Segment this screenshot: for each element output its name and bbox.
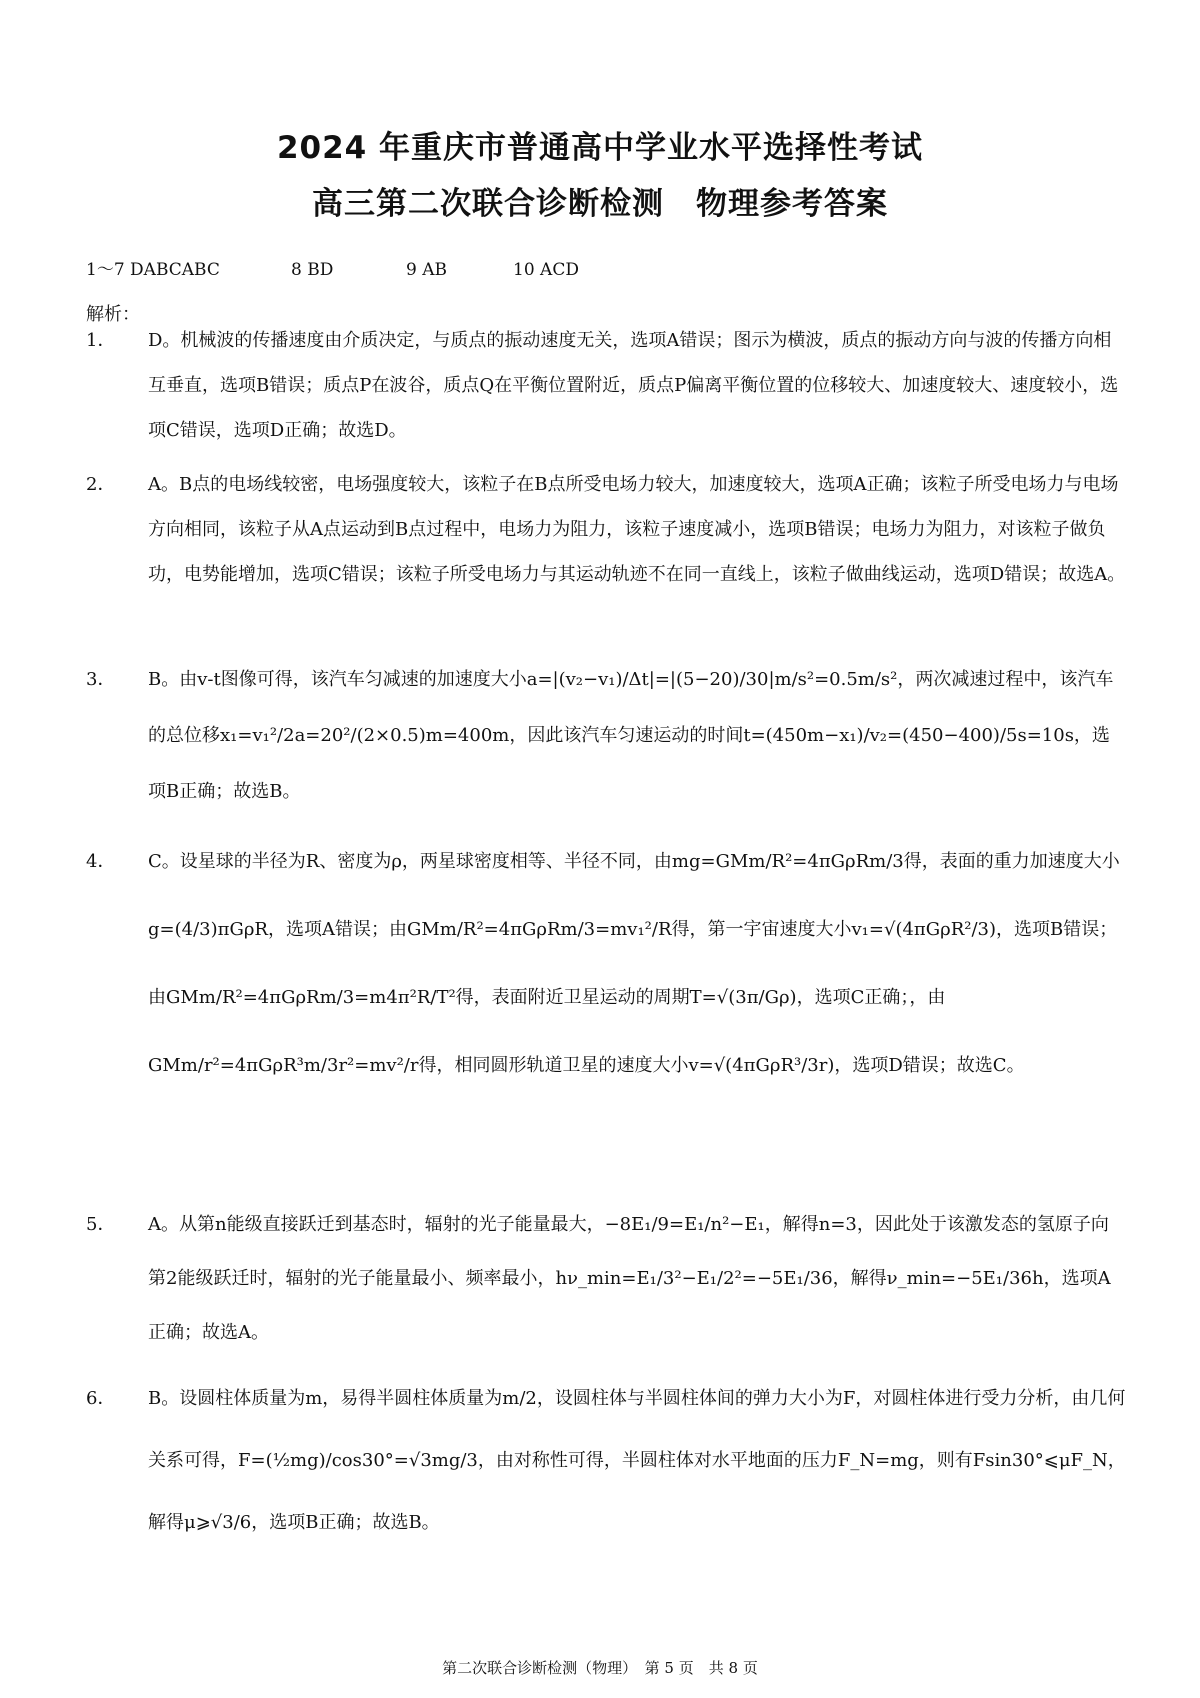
question-text: B。设圆柱体质量为m，易得半圆柱体质量为m/2，设圆柱体与半圆柱体间的弹力大小为F，对圆柱体进行受力分析，由几何关系可得，F=(½mg)/cos30°=√3mg/3，由对称性可得，半圆柱体对水平地面的压力F_N=mg，则有Fsin30°⩽μF_N，解得μ⩾√3/6，选项B正确；故选B。 — [148, 1388, 1126, 1533]
question-text: B。由v-t图像可得，该汽车匀减速的加速度大小a=|(v₂−v₁)/Δt|=|(5−20)/30|m/s²=0.5m/s²，两次减速过程中，该汽车的总位移x₁=v₁²/2a=20²/(2×0.5)m=400m，因此该汽车匀速运动的时间t=(450m−x₁)/v₂=(450−400)/5s=10s，选项B正确；故选B。 — [148, 669, 1114, 802]
question-number: 6． — [86, 1388, 116, 1409]
answer-9: 9 AB — [406, 260, 447, 280]
answer-1-7: 1～7 DABCABC — [86, 260, 220, 280]
question-text: A。从第n能级直接跃迁到基态时，辐射的光子能量最大，−8E₁/9=E₁/n²−E₁，解得n=3，因此处于该激发态的氢原子向第2能级跃迁时，辐射的光子能量最小、频率最小，hν_min=E₁/3²−E₁/2²=−5E₁/36，解得ν_min=−5E₁/36h，选项A正确；故选A。 — [148, 1214, 1111, 1343]
answer-10: 10 ACD — [513, 260, 579, 280]
question-number: 2． — [86, 474, 116, 495]
question-explanation — [86, 1368, 1126, 1554]
question-explanation — [86, 652, 1126, 820]
question-number: 3． — [86, 669, 116, 690]
answer-summary — [86, 255, 579, 280]
question-explanation — [86, 1198, 1126, 1360]
analysis-label: 解析： — [86, 304, 140, 325]
question-explanation — [86, 828, 1126, 1100]
question-explanation — [86, 462, 1126, 597]
question-number: 5． — [86, 1214, 116, 1235]
question-text: C。设星球的半径为R、密度为ρ，两星球密度相等、半径不同，由mg=GMm/R²=4πGρRm/3得，表面的重力加速度大小g=(4/3)πGρR，选项A错误；由GMm/R²=4πGρRm/3=mv₁²/R得，第一宇宙速度大小v₁=√(4πGρR²/3)，选项B错误；由GMm/R²=4πGρRm/3=m4π²R/T²得，表面附近卫星运动的周期T=√(3π/Gρ)，选项C正确；，由GMm/r²=4πGρR³m/3r²=mv²/r得，相同圆形轨道卫星的速度大小v=√(4πGρR³/3r)，选项D错误；故选C。 — [148, 851, 1120, 1076]
question-number: 4． — [86, 851, 116, 872]
question-explanation — [86, 318, 1126, 453]
answer-8: 8 BD — [291, 260, 334, 280]
question-text: A。B点的电场线较密，电场强度较大，该粒子在B点所受电场力较大，加速度较大，选项A正确；该粒子所受电场力与电场方向相同，该粒子从A点运动到B点过程中，电场力为阻力，该粒子速度减小，选项B错误；电场力为阻力，对该粒子做负功，电势能增加，选项C错误；该粒子所受电场力与其运动轨迹不在同一直线上，该粒子做曲线运动，选项D错误；故选A。 — [148, 474, 1126, 585]
page-title: 2024 年重庆市普通高中学业水平选择性考试 — [276, 130, 924, 166]
question-text: D。机械波的传播速度由介质决定，与质点的振动速度无关，选项A错误；图示为横波，质点的振动方向与波的传播方向相互垂直，选项B错误；质点P在波谷，质点Q在平衡位置附近，质点P偏离平衡位置的位移较大、加速度较大、速度较小，选项C错误，选项D正确；故选D。 — [148, 330, 1119, 441]
question-number: 1． — [86, 330, 116, 351]
page-subtitle: 高三第二次联合诊断检测 物理参考答案 — [312, 186, 888, 222]
page-footer: 第二次联合诊断检测（物理） 第 5 页 共 8 页 — [442, 1659, 758, 1677]
